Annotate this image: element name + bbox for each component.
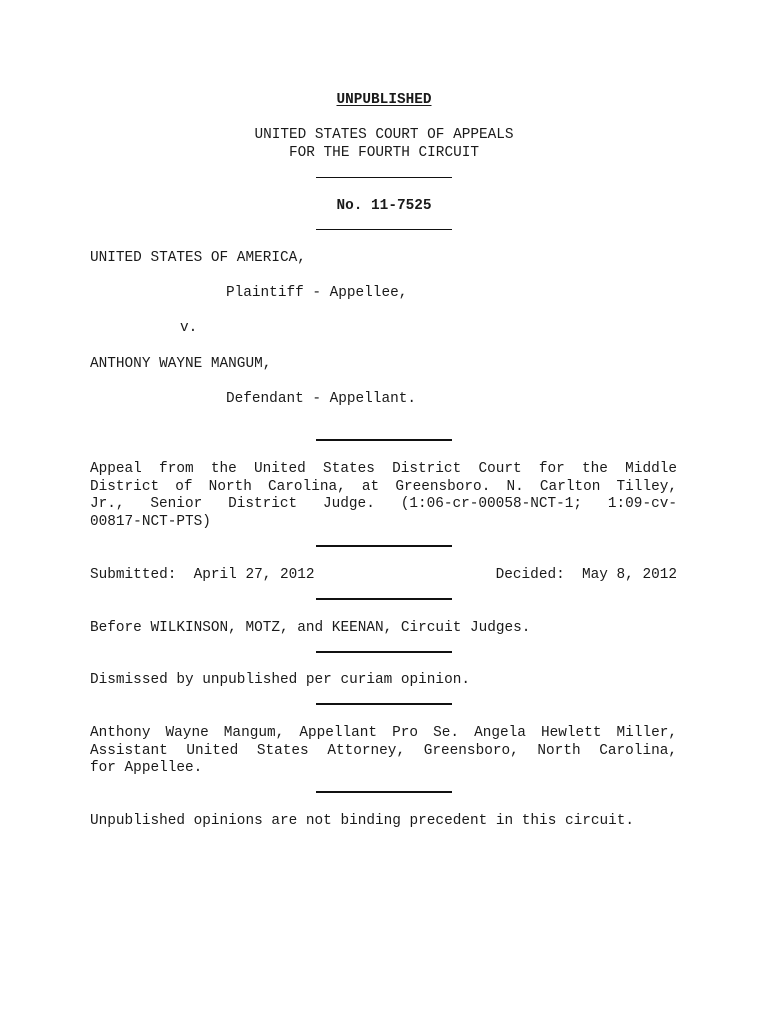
case-number: No. 11-7525 xyxy=(336,198,432,214)
appeal-line: District of North Carolina, at Greensboro. N. Carlton Tilley, xyxy=(90,478,677,495)
separator-rule xyxy=(316,791,452,793)
appeal-line: Jr., Senior District Judge. (1:06-cr-00058-NCT-1; 1:09-cv- xyxy=(90,496,677,512)
separator-rule xyxy=(316,439,452,441)
court-name-line2: FOR THE FOURTH CIRCUIT xyxy=(289,145,479,161)
counsel-paragraph xyxy=(90,725,677,778)
separator-rule xyxy=(316,598,452,600)
defendant-name: ANTHONY WAYNE MANGUM, xyxy=(90,356,272,372)
plaintiff-role: Plaintiff - Appellee, xyxy=(226,285,408,301)
separator-rule xyxy=(316,545,452,547)
decided-date: Decided: May 8, 2012 xyxy=(495,567,677,583)
separator-rule xyxy=(316,703,452,705)
separator-rule xyxy=(316,177,452,178)
unpublished-heading: UNPUBLISHED xyxy=(336,92,432,108)
appeal-line: 00817-NCT-PTS) xyxy=(90,513,211,530)
counsel-line: Anthony Wayne Mangum, Appellant Pro Se. Angela Hewlett Miller, xyxy=(90,725,677,741)
versus: v. xyxy=(180,320,198,336)
separator-rule xyxy=(316,651,452,653)
disposition: Dismissed by unpublished per curiam opinion. xyxy=(90,672,470,688)
court-name-line1: UNITED STATES COURT OF APPEALS xyxy=(254,127,514,143)
counsel-line: Assistant United States Attorney, Greensboro, North Carolina, xyxy=(90,742,677,759)
counsel-line: for Appellee. xyxy=(90,760,203,776)
appeal-line: Appeal from the United States District Court for the Middle xyxy=(90,461,677,477)
appeal-paragraph xyxy=(90,461,677,531)
separator-rule xyxy=(316,229,452,230)
defendant-role: Defendant - Appellant. xyxy=(226,391,416,407)
submitted-date: Submitted: April 27, 2012 xyxy=(90,567,315,583)
dates-row xyxy=(90,567,677,585)
precedent-notice: Unpublished opinions are not binding precedent in this circuit. xyxy=(90,813,635,829)
plaintiff-name: UNITED STATES OF AMERICA, xyxy=(90,250,306,266)
panel-judges: Before WILKINSON, MOTZ, and KEENAN, Circuit Judges. xyxy=(90,620,531,636)
